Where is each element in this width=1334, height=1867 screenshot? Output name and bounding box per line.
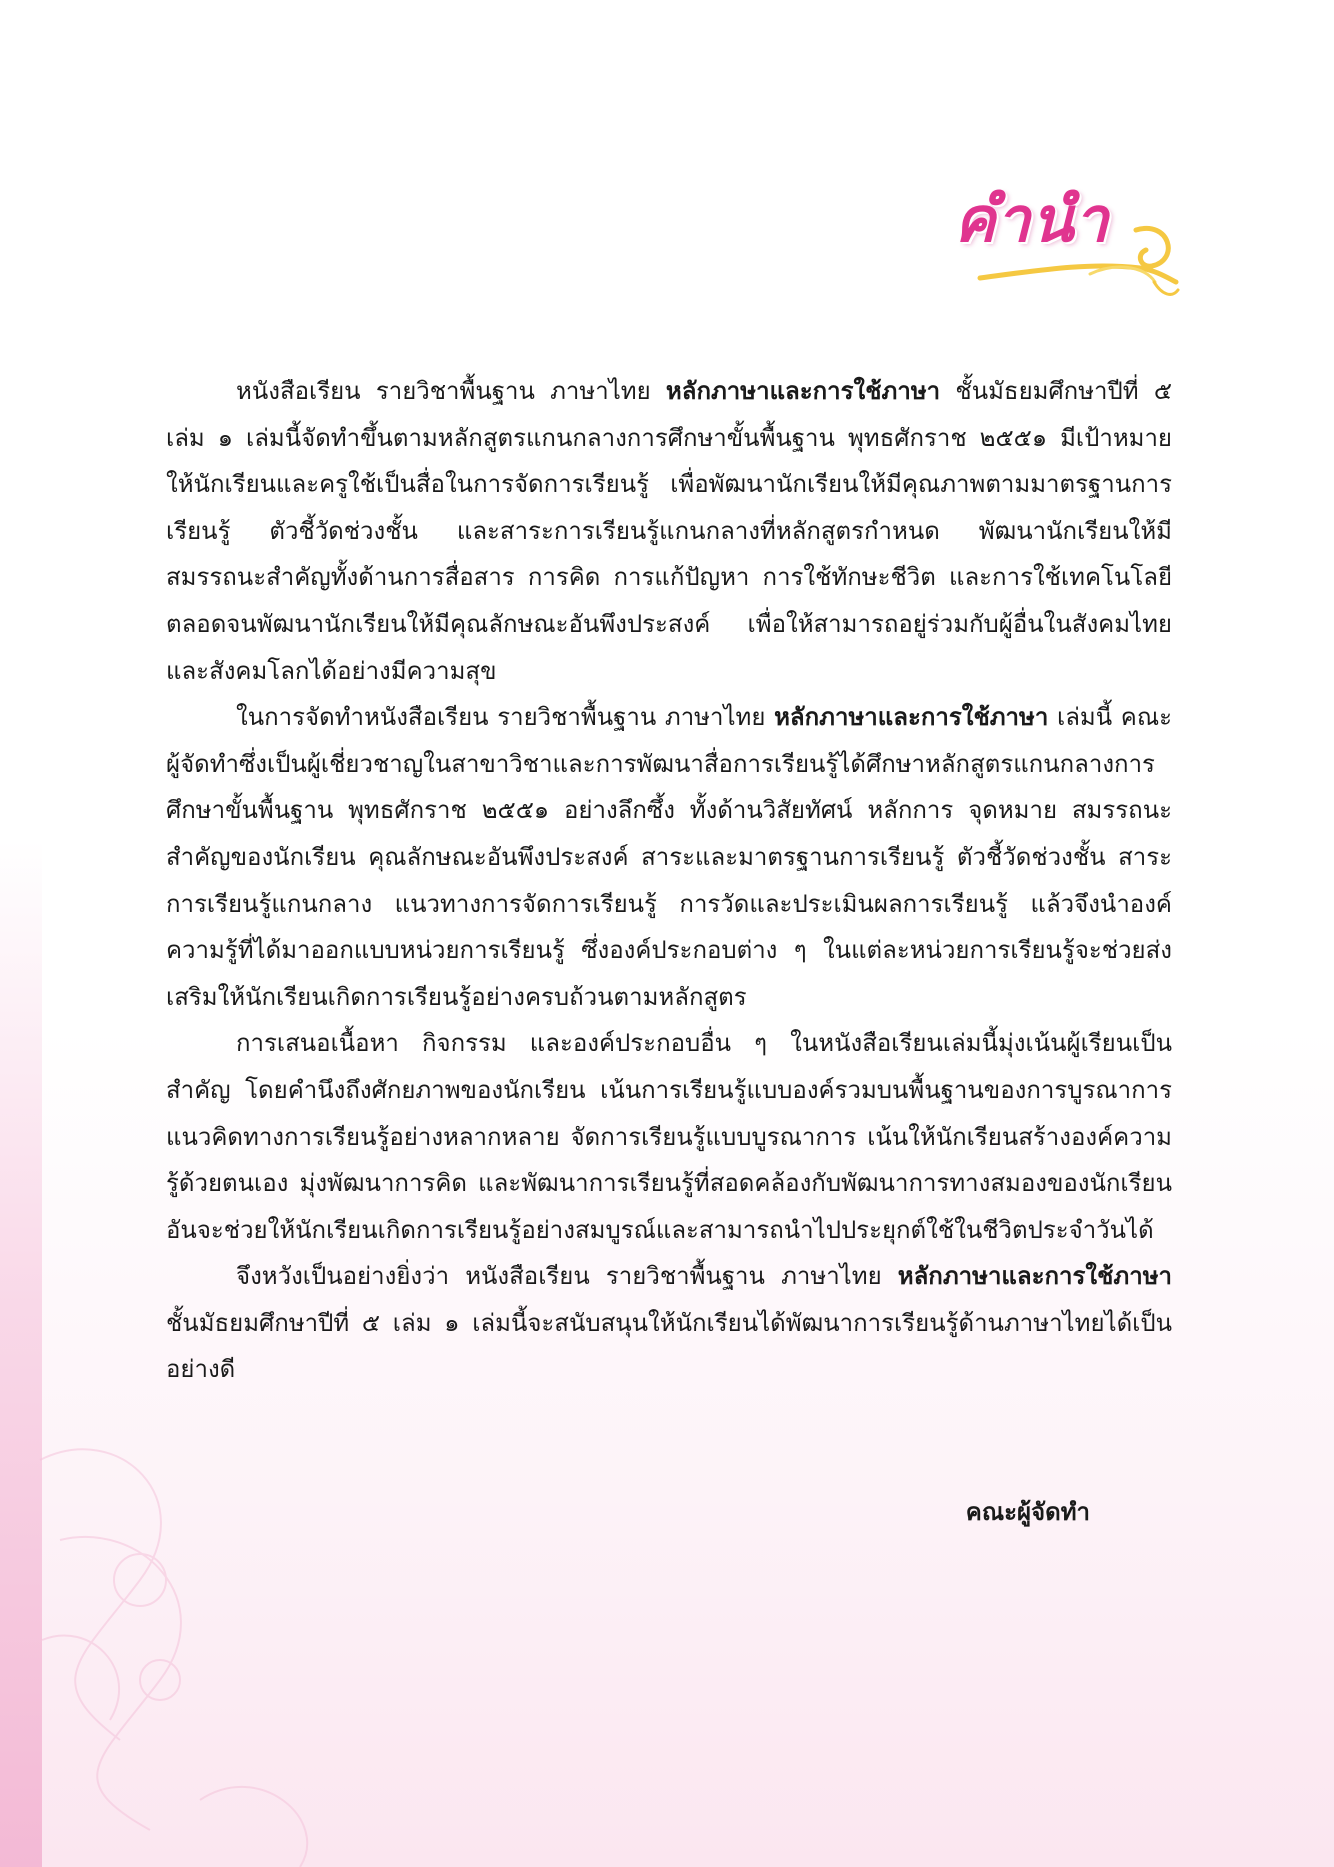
paragraph-2-text: ในการจัดทำหนังสือเรียน รายวิชาพื้นฐาน ภาษาไทย xyxy=(236,703,775,732)
paragraph-1-text-end: ชั้นมัธยมศึกษาปีที่ ๕ เล่ม ๑ เล่มนี้จัดทำขึ้นตามหลักสูตรแกนกลางการศึกษาขั้นพื้นฐาน พุทธศักราช ๒๕๕๑ มีเป้าหมายให้นักเรียนและครูใช้เป็นสื่อในการจัดการเรียนรู้ เพื่อพัฒนานักเรียนให้มีคุณภาพตามมาตรฐานการเรียนรู้ ตัวชี้วัดช่วงชั้น และสาระการเรียนรู้แกนกลางที่หลักสูตรกำหนด พัฒนานักเรียนให้มีสมรรถนะสำคัญทั้งด้านการสื่อสาร การคิด การแก้ปัญหา การใช้ทักษะชีวิต และการใช้เทคโนโลยี ตลอดจนพัฒนานักเรียนให้มีคุณลักษณะอันพึงประสงค์ เพื่อให้สามารถอยู่ร่วมกับผู้อื่นในสังคมไทยและสังคมโลกได้อย่างมีความสุข xyxy=(166,377,1172,685)
paragraph-4-bold-title: หลักภาษาและการใช้ภาษา xyxy=(897,1262,1172,1291)
paragraph-4-text: จึงหวังเป็นอย่างยิ่งว่า หนังสือเรียน รายวิชาพื้นฐาน ภาษาไทย xyxy=(236,1262,898,1291)
paragraph-4-text-end: ชั้นมัธยมศึกษาปีที่ ๕ เล่ม ๑ เล่มนี้จะสนับสนุนให้นักเรียนได้พัฒนาการเรียนรู้ด้านภาษาไทยได้เป็นอย่างดี xyxy=(166,1308,1172,1384)
page-title: คำนำ xyxy=(954,183,1110,256)
paragraph-1-bold-title: หลักภาษาและการใช้ภาษา xyxy=(665,377,941,405)
paragraph-3 xyxy=(166,1020,1172,1253)
paragraph-2 xyxy=(166,694,1172,1020)
title-block xyxy=(940,170,1180,320)
paragraph-1-text: หนังสือเรียน รายวิชาพื้นฐาน ภาษาไทย xyxy=(236,377,666,405)
signature: คณะผู้จัดทำ xyxy=(965,1498,1090,1526)
paragraph-2-bold-title: หลักภาษาและการใช้ภาษา xyxy=(774,703,1049,732)
foreword-body xyxy=(166,368,1172,1393)
paragraph-3-text: การเสนอเนื้อหา กิจกรรม และองค์ประกอบอื่น ๆ ในหนังสือเรียนเล่มนี้มุ่งเน้นผู้เรียนเป็นสำคัญ โดยคำนึงถึงศักยภาพของนักเรียน เน้นการเรียนรู้แบบองค์รวมบนพื้นฐานของการบูรณาการแนวคิดทางการเรียนรู้อย่างหลากหลาย จัดการเรียนรู้แบบบูรณาการ เน้นให้นักเรียนสร้างองค์ความรู้ด้วยตนเอง มุ่งพัฒนาการคิด และพัฒนาการเรียนรู้ที่สอดคล้องกับพัฒนาการทางสมองของนักเรียน อันจะช่วยให้นักเรียนเกิดการเรียนรู้อย่างสมบูรณ์และสามารถนำไปประยุกต์ใช้ในชีวิตประจำวันได้ xyxy=(166,1029,1172,1244)
paragraph-2-text-end: เล่มนี้ คณะผู้จัดทำซึ่งเป็นผู้เชี่ยวชาญในสาขาวิชาและการพัฒนาสื่อการเรียนรู้ได้ศึกษาหลักสูตรแกนกลางการศึกษาขั้นพื้นฐาน พุทธศักราช ๒๕๕๑ อย่างลึกซึ้ง ทั้งด้านวิสัยทัศน์ หลักการ จุดหมาย สมรรถนะสำคัญของนักเรียน คุณลักษณะอันพึงประสงค์ สาระและมาตรฐานการเรียนรู้ ตัวชี้วัดช่วงชั้น สาระการเรียนรู้แกนกลาง แนวทางการจัดการเรียนรู้ การวัดและประเมินผลการเรียนรู้ แล้วจึงนำองค์ความรู้ที่ได้มาออกแบบหน่วยการเรียนรู้ ซึ่งองค์ประกอบต่าง ๆ ในแต่ละหน่วยการเรียนรู้จะช่วยส่งเสริมให้นักเรียนเกิดการเรียนรู้อย่างครบถ้วนตามหลักสูตร xyxy=(166,703,1173,1011)
paragraph-1 xyxy=(166,368,1172,694)
bottom-swirl-pattern xyxy=(0,1380,420,1867)
paragraph-4 xyxy=(166,1253,1172,1393)
